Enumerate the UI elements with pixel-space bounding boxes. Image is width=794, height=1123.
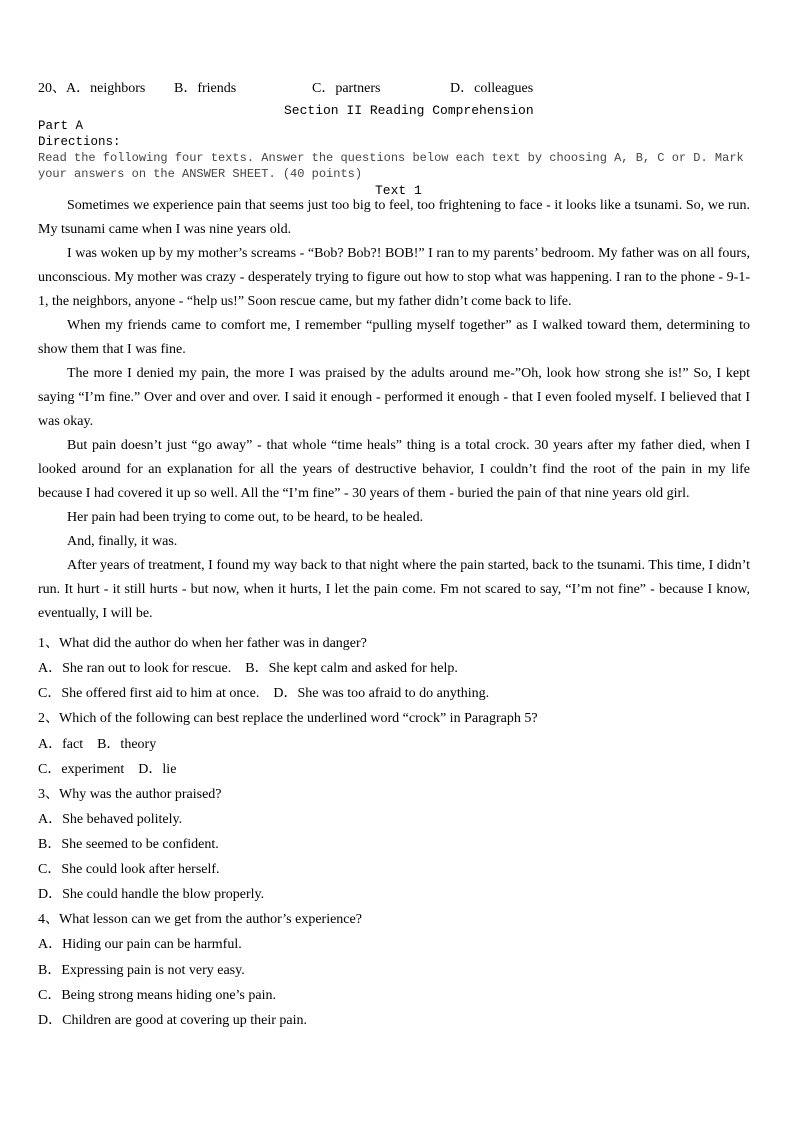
question-20 <box>38 77 533 97</box>
question-1-options-row-1: A．She ran out to look for rescue. B．She kept calm and asked for help. <box>38 661 458 676</box>
directions-label: Directions: <box>38 135 121 149</box>
paragraph-7: And, finally, it was. <box>67 534 178 549</box>
question-3-option-d: D．She could handle the blow properly. <box>38 887 265 902</box>
paragraph-2: I was woken up by my mother’s screams - “Bob? Bob?! BOB!” I ran to my parents’ bedroom. My father was on all fours, unconscious. My mother was crazy - desperately trying to figure out how to stop what was happening. I ran to the phone - 9-1-1, the neighbors, anyone - “help us!” Soon rescue came, but my father didn’t come back to life. <box>38 246 750 309</box>
question-1-stem: 1、What did the author do when her father was in danger? <box>38 636 367 651</box>
q20-option-a: A．neighbors <box>66 81 146 96</box>
paragraph-8: After years of treatment, I found my way back to that night where the pain started, back to the tsunami. This time, I didn’t run. It hurt - it still hurts - but now, when it hurts, I let the pain come. Fm not scared to say, “I’m not fine” - because I know, eventually, I will be. <box>38 558 750 621</box>
question-3-stem: 3、Why was the author praised? <box>38 787 222 802</box>
paragraph-6: Her pain had been trying to come out, to be heard, to be healed. <box>67 510 424 525</box>
question-2-stem: 2、Which of the following can best replace the underlined word “crock” in Paragraph 5? <box>38 711 538 726</box>
part-label: Part A <box>38 119 84 133</box>
paragraph-3: When my friends came to comfort me, I remember “pulling myself together” as I walked toward them, determining to show them that I was fine. <box>38 318 750 357</box>
text-title: Text 1 <box>375 183 422 198</box>
question-2-options-row-1: A．fact B．theory <box>38 737 157 752</box>
paragraph-4: The more I denied my pain, the more I was praised by the adults around me-”Oh, look how strong she is!” So, I kept saying “I’m fine.” Over and over and over. I said it enough - performed it enough - that I even fooled myself. I believed that I was okay. <box>38 366 750 429</box>
directions-line-1: Read the following four texts. Answer the questions below each text by choosing A, B, C or D. Mark <box>38 151 744 165</box>
question-3-option-b: B．She seemed to be confident. <box>38 837 219 852</box>
q20-number: 20、 <box>38 81 66 96</box>
question-4-option-c: C．Being strong means hiding one’s pain. <box>38 988 276 1003</box>
q20-option-b: B．friends <box>174 81 237 96</box>
q20-option-d: D．colleagues <box>450 81 534 96</box>
question-3-option-c: C．She could look after herself. <box>38 862 220 877</box>
paragraph-1: Sometimes we experience pain that seems just too big to feel, too frightening to face - it looks like a tsunami. So, we run. My tsunami came when I was nine years old. <box>38 198 750 237</box>
question-4-option-b: B．Expressing pain is not very easy. <box>38 963 245 978</box>
question-4-option-d: D．Children are good at covering up their pain. <box>38 1013 308 1028</box>
question-1-options-row-2: C．She offered first aid to him at once. D．She was too afraid to do anything. <box>38 686 490 701</box>
paragraph-5: But pain doesn’t just “go away” - that whole “time heals” thing is a total crock. 30 years after my father died, when I looked around for an explanation for all the years of destructive behavior, I couldn’t find the root of the pain in my life because I had covered it up so well. All the “I’m fine” - 30 years of them - buried the pain of that nine years old girl. <box>38 438 750 501</box>
question-2-options-row-2: C．experiment D．lie <box>38 762 177 777</box>
question-3-option-a: A．She behaved politely. <box>38 812 183 827</box>
question-4-option-a: A．Hiding our pain can be harmful. <box>38 937 242 952</box>
question-4-stem: 4、What lesson can we get from the author’s experience? <box>38 912 362 927</box>
directions-line-2: your answers on the ANSWER SHEET. (40 points) <box>38 167 363 181</box>
q20-option-c: C．partners <box>312 81 381 96</box>
section-title: Section II Reading Comprehension <box>284 103 534 118</box>
